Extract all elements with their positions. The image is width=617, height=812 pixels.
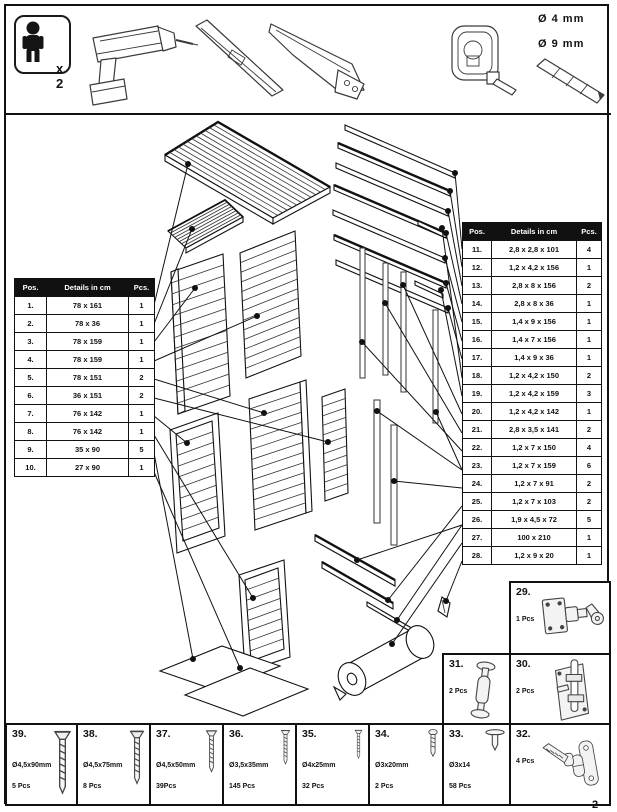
pos-cell: 11. (463, 241, 492, 259)
table-row (463, 277, 602, 295)
table-row (15, 369, 155, 387)
part-number: 34. (375, 728, 390, 740)
pos-cell: 3. (15, 333, 47, 351)
table-row (15, 405, 155, 423)
pcs-cell: 1 (129, 423, 155, 441)
details-cell: 1,2 x 7 x 159 (492, 457, 577, 475)
page-number: 2 (592, 799, 599, 811)
pos-cell: 13. (463, 277, 492, 295)
toolbar-divider (4, 113, 611, 115)
details-cell: 78 x 36 (47, 315, 129, 333)
wood-screw-icon (353, 729, 364, 759)
table-row (463, 457, 602, 475)
pos-cell: 1. (15, 297, 47, 315)
pos-cell: 4. (15, 351, 47, 369)
col-pcs: Pcs. (129, 279, 155, 297)
fastener-box-34 (368, 723, 444, 806)
pos-cell: 28. (463, 547, 492, 565)
pcs-cell: 2 (577, 367, 602, 385)
pos-cell: 22. (463, 439, 492, 457)
details-cell: 1,2 x 7 x 103 (492, 493, 577, 511)
part-count: 39Pcs (156, 783, 177, 790)
part-size: Ø3,5x35mm (229, 762, 269, 769)
pos-cell: 12. (463, 259, 492, 277)
part-count: 145 Pcs (229, 783, 256, 790)
col-pos: Pos. (15, 279, 47, 297)
details-cell: 1,9 x 4,5 x 72 (492, 511, 577, 529)
part-number: 31. (449, 658, 464, 670)
table-row (463, 403, 602, 421)
part-count: 58 Pcs (449, 783, 472, 790)
pos-cell: 25. (463, 493, 492, 511)
col-pcs: Pcs. (577, 223, 602, 241)
table-header-row (463, 223, 602, 241)
col-pos: Pos. (463, 223, 492, 241)
table-row (463, 295, 602, 313)
part-count: 32 Pcs (302, 783, 325, 790)
door-handle-icon (465, 659, 501, 721)
part-size: Ø3x14 (449, 762, 471, 769)
fastener-box-39 (5, 723, 78, 806)
pcs-cell: 1 (577, 403, 602, 421)
persons-count-label: x 2 (56, 61, 64, 91)
pos-cell: 20. (463, 403, 492, 421)
pcs-cell: 1 (577, 295, 602, 313)
details-cell: 78 x 159 (47, 351, 129, 369)
table-row (15, 333, 155, 351)
pcs-cell: 4 (577, 241, 602, 259)
pcs-cell: 4 (577, 439, 602, 457)
details-cell: 2,8 x 8 x 156 (492, 277, 577, 295)
part-number: 32. (516, 728, 531, 740)
pcs-cell: 3 (577, 385, 602, 403)
details-cell: 36 x 151 (47, 387, 129, 405)
tack-icon (485, 729, 505, 751)
part-number: 29. (516, 586, 531, 598)
table-row (15, 423, 155, 441)
fastener-box-36 (222, 723, 297, 806)
part-count: 8 Pcs (83, 783, 102, 790)
pos-cell: 6. (15, 387, 47, 405)
wood-screw-icon (205, 729, 218, 773)
pos-cell: 19. (463, 385, 492, 403)
details-cell: 76 x 142 (47, 423, 129, 441)
parts-table-left (14, 278, 155, 477)
table-row (15, 351, 155, 369)
details-cell: 76 x 142 (47, 405, 129, 423)
table-row (463, 367, 602, 385)
pos-cell: 7. (15, 405, 47, 423)
pcs-cell: 5 (577, 511, 602, 529)
details-cell: 1,4 x 7 x 156 (492, 331, 577, 349)
pos-cell: 24. (463, 475, 492, 493)
details-cell: 1,4 x 9 x 36 (492, 349, 577, 367)
part-count: 2 Pcs (516, 688, 535, 695)
table-header-row (15, 279, 155, 297)
pcs-cell: 1 (577, 313, 602, 331)
part-number: 36. (229, 728, 244, 740)
part-size: Ø4,5x50mm (156, 762, 196, 769)
pcs-cell: 1 (577, 331, 602, 349)
pos-cell: 5. (15, 369, 47, 387)
part-count: 1 Pcs (516, 616, 535, 623)
fastener-box-37 (149, 723, 224, 806)
details-cell: 1,2 x 4,2 x 150 (492, 367, 577, 385)
table-row (15, 459, 155, 477)
latch-icon (547, 659, 599, 723)
details-cell: 1,2 x 7 x 150 (492, 439, 577, 457)
fastener-box-32 (509, 723, 611, 806)
pos-cell: 15. (463, 313, 492, 331)
details-cell: 1,2 x 4,2 x 159 (492, 385, 577, 403)
pcs-cell: 5 (129, 441, 155, 459)
drill-hole-9mm-label: Ø 9 mm (538, 38, 585, 50)
details-cell: 78 x 161 (47, 297, 129, 315)
table-row (463, 259, 602, 277)
part-number: 38. (83, 728, 98, 740)
hardware-box-31 (442, 653, 511, 725)
table-row (463, 529, 602, 547)
table-row (15, 441, 155, 459)
pcs-cell: 1 (577, 349, 602, 367)
table-row (463, 331, 602, 349)
pcs-cell: 2 (577, 421, 602, 439)
pcs-cell: 1 (129, 315, 155, 333)
details-cell: 1,2 x 7 x 91 (492, 475, 577, 493)
pos-cell: 16. (463, 331, 492, 349)
table-row (463, 511, 602, 529)
part-number: 37. (156, 728, 171, 740)
table-row (463, 439, 602, 457)
part-count: 5 Pcs (12, 783, 31, 790)
pos-cell: 9. (15, 441, 47, 459)
wood-screw-icon (280, 729, 291, 765)
pcs-cell: 2 (129, 369, 155, 387)
table-row (463, 241, 602, 259)
fastener-box-33 (442, 723, 511, 806)
pos-cell: 2. (15, 315, 47, 333)
pos-cell: 17. (463, 349, 492, 367)
drill-hole-4mm-label: Ø 4 mm (538, 13, 585, 25)
wood-screw-icon (53, 729, 72, 795)
pos-cell: 27. (463, 529, 492, 547)
part-size: Ø4,5x90mm (12, 762, 52, 769)
part-size: Ø4,5x75mm (83, 762, 123, 769)
table-row (463, 385, 602, 403)
part-size: Ø3x20mm (375, 762, 409, 769)
fastener-box-35 (295, 723, 370, 806)
pos-cell: 21. (463, 421, 492, 439)
hardware-box-29 (509, 581, 611, 655)
pcs-cell: 1 (129, 333, 155, 351)
pcs-cell: 2 (577, 493, 602, 511)
pos-cell: 18. (463, 367, 492, 385)
wood-screw-icon (129, 729, 145, 785)
details-cell: 1,4 x 9 x 156 (492, 313, 577, 331)
pcs-cell: 2 (129, 387, 155, 405)
pos-cell: 10. (15, 459, 47, 477)
table-row (463, 349, 602, 367)
pcs-cell: 6 (577, 457, 602, 475)
table-row (15, 297, 155, 315)
details-cell: 2,8 x 2,8 x 101 (492, 241, 577, 259)
parts-table-right (462, 222, 602, 565)
table-row (15, 387, 155, 405)
details-cell: 78 x 159 (47, 333, 129, 351)
pcs-cell: 1 (577, 547, 602, 565)
pcs-cell: 1 (129, 405, 155, 423)
part-number: 33. (449, 728, 464, 740)
part-number: 39. (12, 728, 27, 740)
pos-cell: 8. (15, 423, 47, 441)
details-cell: 1,2 x 4,2 x 142 (492, 403, 577, 421)
pcs-cell: 2 (577, 475, 602, 493)
details-cell: 78 x 151 (47, 369, 129, 387)
details-cell: 1,2 x 9 x 20 (492, 547, 577, 565)
part-count: 4 Pcs (516, 758, 535, 765)
table-row (463, 547, 602, 565)
two-persons-icon (14, 15, 71, 91)
table-row (463, 421, 602, 439)
pcs-cell: 1 (577, 529, 602, 547)
table-row (463, 313, 602, 331)
lock-with-key-icon (541, 587, 605, 645)
col-details: Details in cm (492, 223, 577, 241)
details-cell: 2,8 x 8 x 36 (492, 295, 577, 313)
table-row (15, 315, 155, 333)
part-number: 35. (302, 728, 317, 740)
pan-head-screw-icon (428, 729, 438, 757)
part-number: 30. (516, 658, 531, 670)
pos-cell: 23. (463, 457, 492, 475)
door-hinge-icon (539, 729, 605, 803)
details-cell: 2,8 x 3,5 x 141 (492, 421, 577, 439)
hardware-box-30 (509, 653, 611, 725)
pcs-cell: 2 (577, 277, 602, 295)
details-cell: 35 x 90 (47, 441, 129, 459)
table-row (463, 493, 602, 511)
details-cell: 1,2 x 4,2 x 156 (492, 259, 577, 277)
part-count: 2 Pcs (375, 783, 394, 790)
col-details: Details in cm (47, 279, 129, 297)
part-count: 2 Pcs (449, 688, 468, 695)
details-cell: 100 x 210 (492, 529, 577, 547)
pcs-cell: 1 (129, 459, 155, 477)
pos-cell: 14. (463, 295, 492, 313)
pcs-cell: 1 (129, 297, 155, 315)
pos-cell: 26. (463, 511, 492, 529)
pcs-cell: 1 (577, 259, 602, 277)
part-size: Ø4x25mm (302, 762, 336, 769)
details-cell: 27 x 90 (47, 459, 129, 477)
table-row (463, 475, 602, 493)
pcs-cell: 1 (129, 351, 155, 369)
fastener-box-38 (76, 723, 151, 806)
